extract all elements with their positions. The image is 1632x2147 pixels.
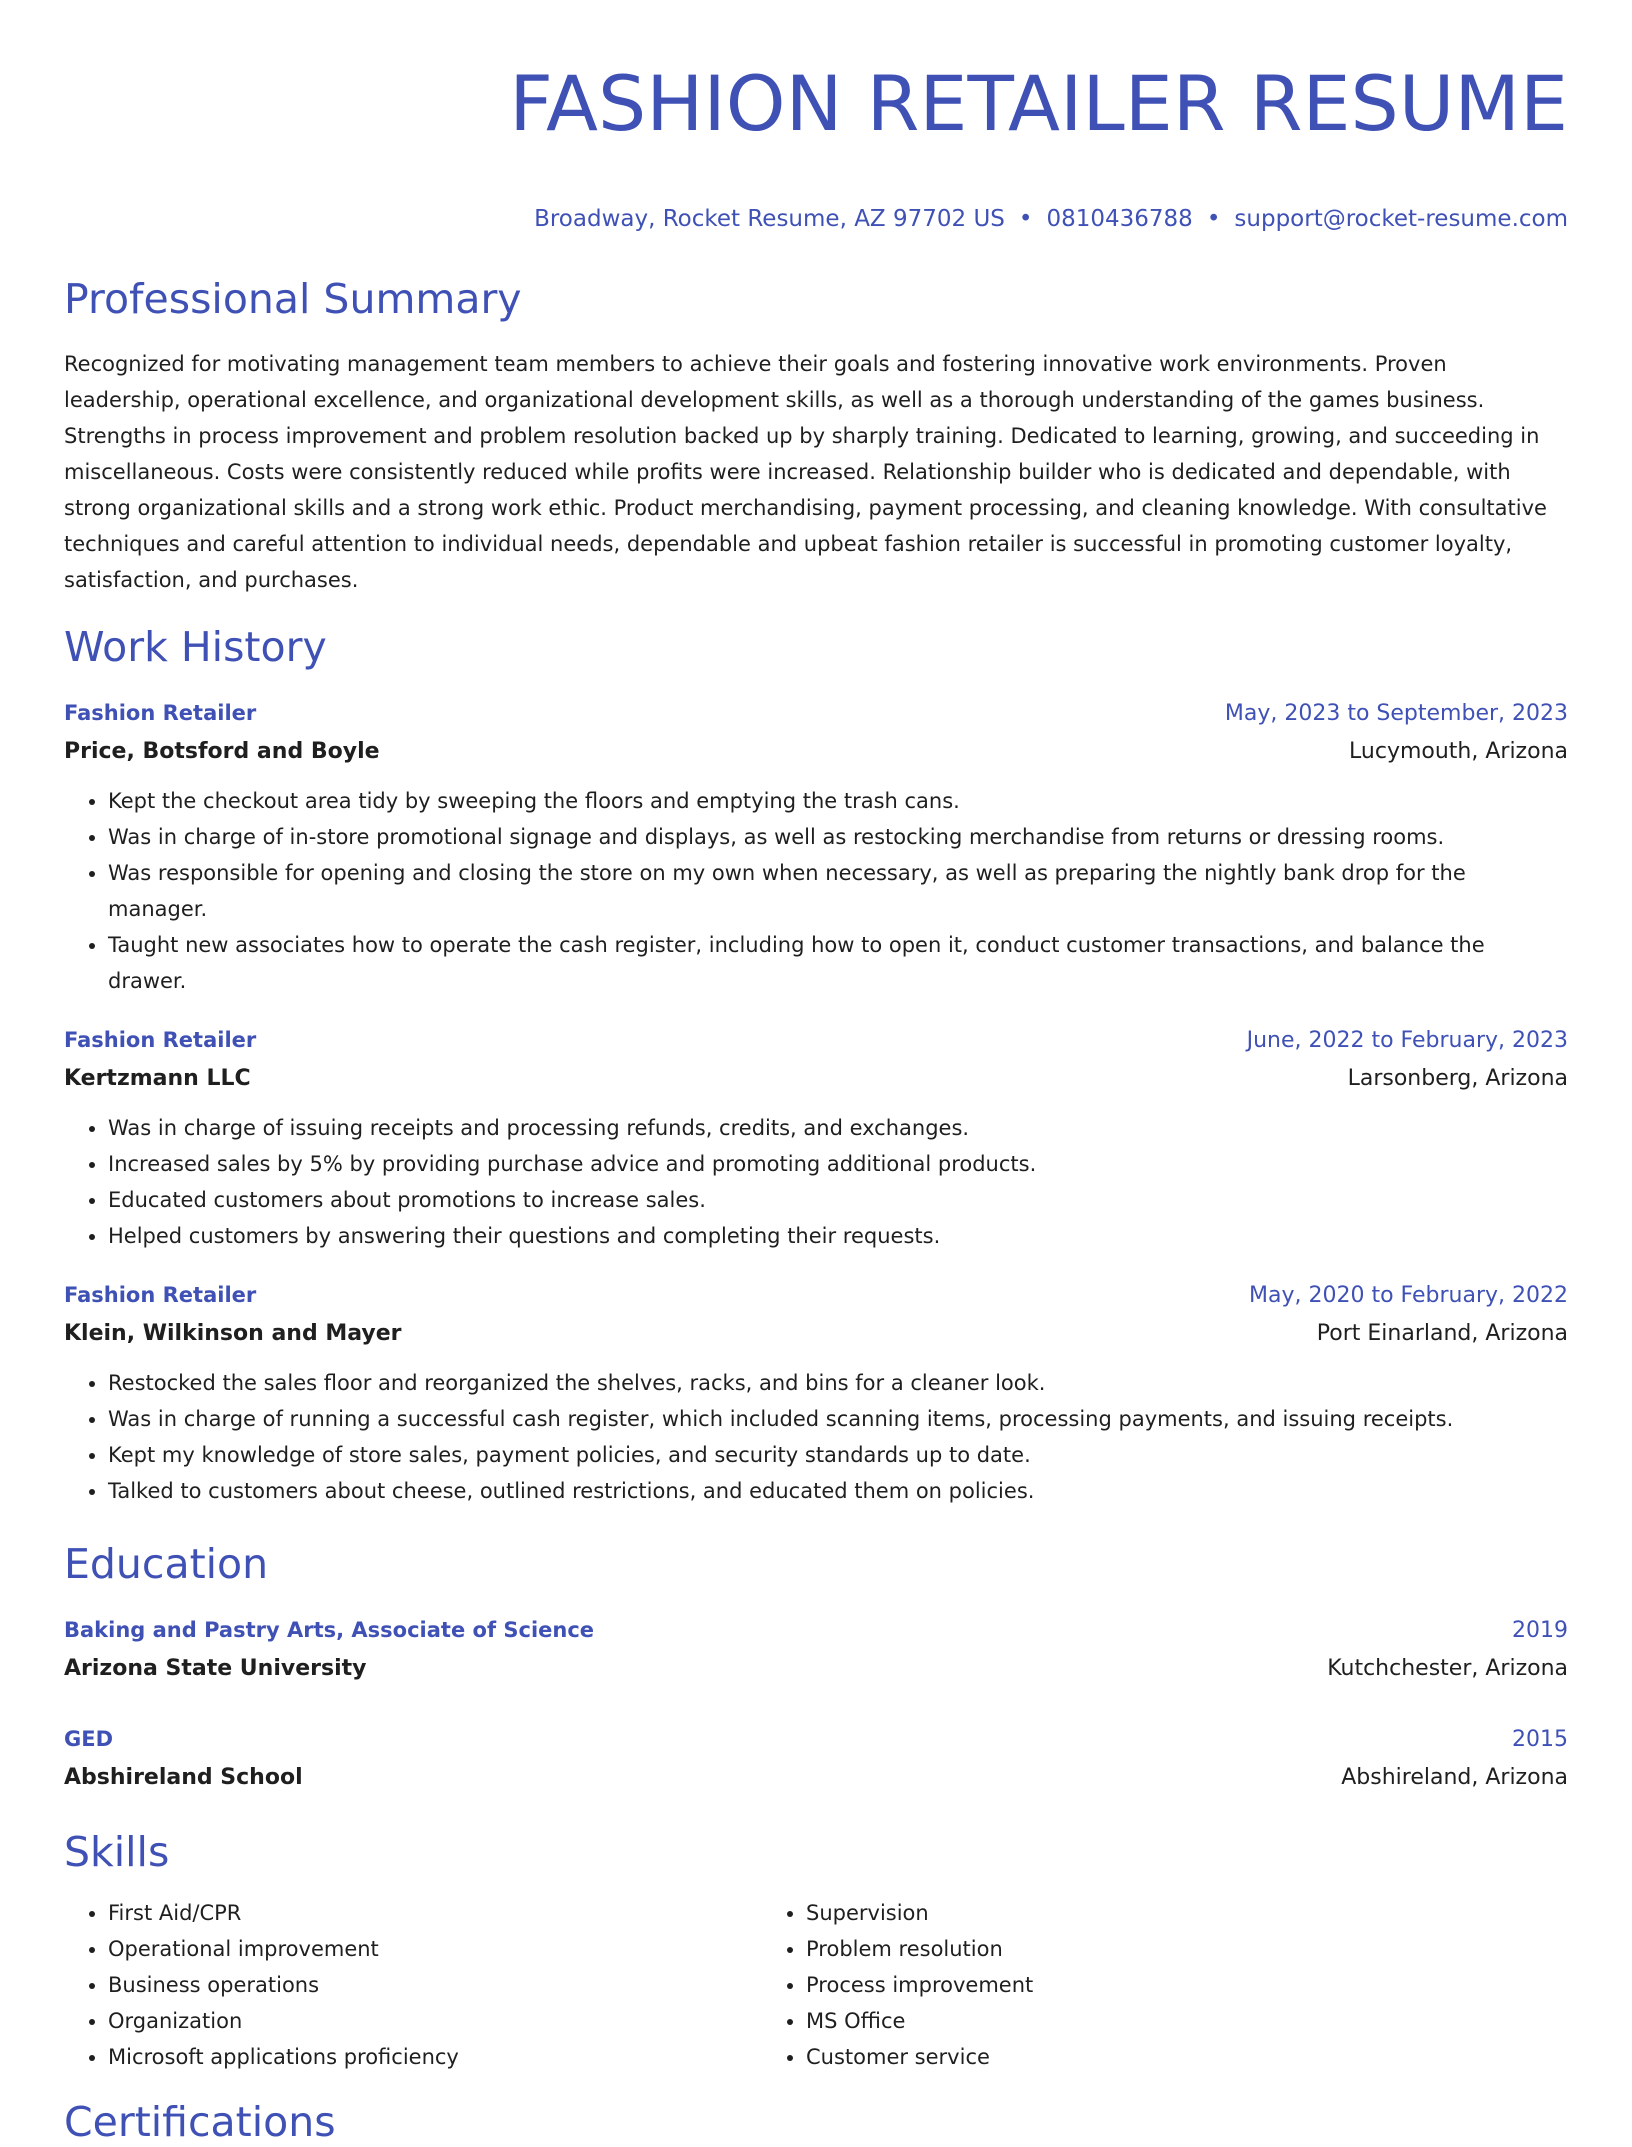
job-header-row <box>64 1021 1568 1060</box>
contact-separator: • <box>1206 206 1221 232</box>
contact-address: Broadway, Rocket Resume, AZ 97702 US <box>534 206 1005 232</box>
education-header-row <box>64 1720 1568 1759</box>
resume-title: FASHION RETAILER RESUME <box>509 59 1568 148</box>
skill-item: • First Aid/CPR <box>108 1895 762 1931</box>
summary-text: Recognized for motivating management team members to achieve their goals and fostering innovative work environments. Proven leadership, operational excellence, and organizational development skills, as well as a thorough understanding of the games business. Strengths in process improvement and problem resolution backed up by sharply training. Dedicated to learning, growing, and succeeding in miscellaneous. Costs were consistently reduced while profits were increased. Relationship builder who is dedicated and dependable, with strong organizational skills and a strong work ethic. Product merchandising, payment processing, and cleaning knowledge. With consultative techniques and careful attention to individual needs, dependable and upbeat fashion retailer is successful in promoting customer loyalty, satisfaction, and purchases. <box>64 352 1547 592</box>
skills-list-left <box>64 1895 762 2075</box>
job-bullet: • Kept the checkout area tidy by sweeping the floors and emptying the trash cans. <box>108 783 1568 819</box>
job-company-row <box>64 733 1568 771</box>
job-bullet: • Increased sales by 5% by providing purchase advice and promoting additional products. <box>108 1146 1568 1182</box>
job-role: Fashion Retailer <box>64 701 257 725</box>
skill-item: • Supervision <box>806 1895 1460 1931</box>
job-bullet: • Was responsible for opening and closing the store on my own when necessary, as well as preparing the nightly bank drop for the manager. <box>108 855 1568 927</box>
skill-item: • Business operations <box>108 1967 762 2003</box>
skills-grid <box>64 1895 1568 2075</box>
education-school: Abshireland School <box>64 1765 303 1790</box>
job-location: Port Einarland, Arizona <box>1316 1321 1568 1346</box>
job-location: Larsonberg, Arizona <box>1347 1066 1568 1091</box>
education-location: Kutchchester, Arizona <box>1327 1656 1568 1681</box>
job-bullet: • Helped customers by answering their questions and completing their requests. <box>108 1218 1568 1254</box>
job-bullet: • Talked to customers about cheese, outlined restrictions, and educated them on policies. <box>108 1473 1568 1509</box>
job-company: Kertzmann LLC <box>64 1066 251 1091</box>
job-company: Price, Botsford and Boyle <box>64 739 380 764</box>
education-location: Abshireland, Arizona <box>1341 1765 1568 1790</box>
job-bullet: • Was in charge of issuing receipts and processing refunds, credits, and exchanges. <box>108 1110 1568 1146</box>
education-degree: Baking and Pastry Arts, Associate of Science <box>64 1618 595 1642</box>
skill-item: • Organization <box>108 2003 762 2039</box>
job-entry <box>64 1021 1568 1254</box>
certifications-heading: Certifications <box>64 2098 336 2146</box>
contact-line <box>64 204 1568 234</box>
job-dates: May, 2020 to February, 2022 <box>1249 1283 1568 1308</box>
skills-list-right <box>762 1895 1460 2075</box>
job-bullets <box>64 1110 1568 1254</box>
education-heading: Education <box>64 1540 269 1588</box>
contact-email[interactable]: support@rocket-resume.com <box>1234 206 1568 232</box>
job-location: Lucymouth, Arizona <box>1349 739 1568 764</box>
education-school-row <box>64 1650 1568 1688</box>
job-bullet: • Restocked the sales floor and reorganized the shelves, racks, and bins for a cleaner look. <box>108 1365 1568 1401</box>
skill-item: • Process improvement <box>806 1967 1460 2003</box>
education-year: 2015 <box>1512 1727 1568 1752</box>
job-company-row <box>64 1060 1568 1098</box>
job-bullet: • Educated customers about promotions to increase sales. <box>108 1182 1568 1218</box>
job-bullets <box>64 1365 1568 1509</box>
job-company-row <box>64 1315 1568 1353</box>
contact-phone: 0810436788 <box>1046 206 1193 232</box>
job-bullet: • Was in charge of in-store promotional signage and displays, as well as restocking merchandise from returns or dressing rooms. <box>108 819 1568 855</box>
work-history-heading: Work History <box>64 623 327 671</box>
job-dates: June, 2022 to February, 2023 <box>1246 1028 1568 1053</box>
education-year: 2019 <box>1512 1618 1568 1643</box>
skill-item: • Operational improvement <box>108 1931 762 1967</box>
education-school-row <box>64 1759 1568 1797</box>
job-entry <box>64 1276 1568 1509</box>
job-role: Fashion Retailer <box>64 1283 257 1307</box>
skill-item: • Microsoft applications proficiency <box>108 2039 762 2075</box>
education-degree: GED <box>64 1727 114 1751</box>
job-bullets <box>64 783 1568 999</box>
skill-item: • Customer service <box>806 2039 1460 2075</box>
job-company: Klein, Wilkinson and Mayer <box>64 1321 402 1346</box>
education-entry <box>64 1720 1568 1797</box>
job-header-row <box>64 1276 1568 1315</box>
education-school: Arizona State University <box>64 1656 367 1681</box>
job-bullet: • Kept my knowledge of store sales, payment policies, and security standards up to date. <box>108 1437 1568 1473</box>
skill-item: • MS Office <box>806 2003 1460 2039</box>
job-header-row <box>64 694 1568 733</box>
skills-heading: Skills <box>64 1828 170 1876</box>
summary-heading: Professional Summary <box>64 275 522 323</box>
job-role: Fashion Retailer <box>64 1028 257 1052</box>
job-bullet: • Was in charge of running a successful cash register, which included scanning items, processing payments, and issuing receipts. <box>108 1401 1568 1437</box>
job-bullet: • Taught new associates how to operate the cash register, including how to open it, conduct customer transactions, and balance the drawer. <box>108 927 1568 999</box>
resume-header <box>64 0 1568 234</box>
job-dates: May, 2023 to September, 2023 <box>1224 701 1568 726</box>
skill-item: • Problem resolution <box>806 1931 1460 1967</box>
contact-separator: • <box>1018 206 1033 232</box>
job-entry <box>64 694 1568 999</box>
education-entry <box>64 1611 1568 1688</box>
education-header-row <box>64 1611 1568 1650</box>
